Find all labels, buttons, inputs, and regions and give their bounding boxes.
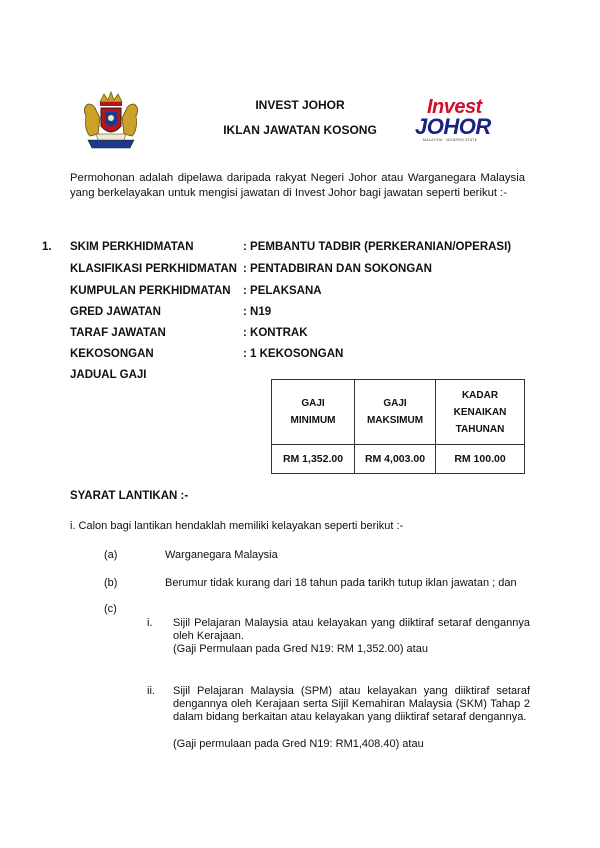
sub-item-label: ii. — [147, 685, 155, 697]
job-number: 1. — [42, 241, 52, 253]
field-value: : KONTRAK — [243, 327, 308, 339]
salary-header-increment: KADAR KENAIKAN TAHUNAN — [436, 380, 525, 445]
field-label: SKIM PERKHIDMATAN — [70, 241, 194, 253]
field-label: KEKOSONGAN — [70, 348, 154, 360]
item-text: Berumur tidak kurang dari 18 tahun pada tarikh tutup iklan jawatan ; dan — [165, 577, 517, 589]
item-text: Warganegara Malaysia — [165, 549, 278, 561]
page-title: IKLAN JAWATAN KOSONG — [223, 123, 377, 137]
field-value: : PENTADBIRAN DAN SOKONGAN — [243, 263, 432, 275]
field-value: : PEMBANTU TADBIR (PERKERANIAN/OPERASI) — [243, 241, 512, 253]
requirements-heading: SYARAT LANTIKAN :- — [70, 490, 189, 502]
logo-invest-text: Invest — [427, 96, 482, 118]
sub-item-note: (Gaji Permulaan pada Gred N19: RM 1,352.00) atau — [173, 643, 428, 655]
intro-paragraph: Permohonan adalah dipelawa daripada rakyat Negeri Johor atau Warganegara Malaysia yang berkelayakan untuk mengisi jawatan di Invest Johor bagi jawatan seperti berikut :- — [70, 172, 525, 199]
field-value: : PELAKSANA — [243, 285, 322, 297]
salary-header-min: GAJI MINIMUM — [272, 380, 355, 445]
item-label: (c) — [104, 603, 117, 615]
salary-table — [271, 379, 525, 474]
logo-johor-text: JOHOR — [415, 114, 491, 139]
field-label: GRED JAWATAN — [70, 306, 161, 318]
sub-item-text: Sijil Pelajaran Malaysia atau kelayakan yang diiktiraf setaraf dengannya oleh Kerajaan. — [173, 617, 530, 642]
field-value: : 1 KEKOSONGAN — [243, 348, 344, 360]
sub-item-text: Sijil Pelajaran Malaysia (SPM) atau kelayakan yang diiktiraf setaraf dengannya oleh Kerajaan serta Sijil Kemahiran Malaysia (SKM) Tahap 2 dalam bidang berkaitan atau kelayakan yang diiktiraf setaraf dengannya. — [173, 685, 530, 723]
field-label: TARAF JAWATAN — [70, 327, 166, 339]
field-value: : N19 — [243, 306, 272, 318]
salary-min-value: RM 1,352.00 — [272, 445, 355, 474]
field-label: JADUAL GAJI — [70, 369, 147, 381]
sub-item-note: (Gaji permulaan pada Gred N19: RM1,408.40) atau — [173, 738, 424, 750]
item-label: (a) — [104, 549, 118, 561]
invest-johor-logo — [415, 96, 525, 146]
org-title: INVEST JOHOR — [255, 98, 345, 112]
item-label: (b) — [104, 577, 118, 589]
field-label: KLASIFIKASI PERKHIDMATAN — [70, 263, 237, 275]
field-label: KUMPULAN PERKHIDMATAN — [70, 285, 231, 297]
logo-tagline: MALAYSIA · MODERN STATE — [423, 138, 478, 142]
sub-item-label: i. — [147, 617, 153, 629]
salary-increment-value: RM 100.00 — [436, 445, 525, 474]
salary-max-value: RM 4,003.00 — [355, 445, 436, 474]
requirements-intro: i. Calon bagi lantikan hendaklah memiliki kelayakan seperti berikut :- — [70, 520, 404, 532]
salary-header-max: GAJI MAKSIMUM — [355, 380, 436, 445]
